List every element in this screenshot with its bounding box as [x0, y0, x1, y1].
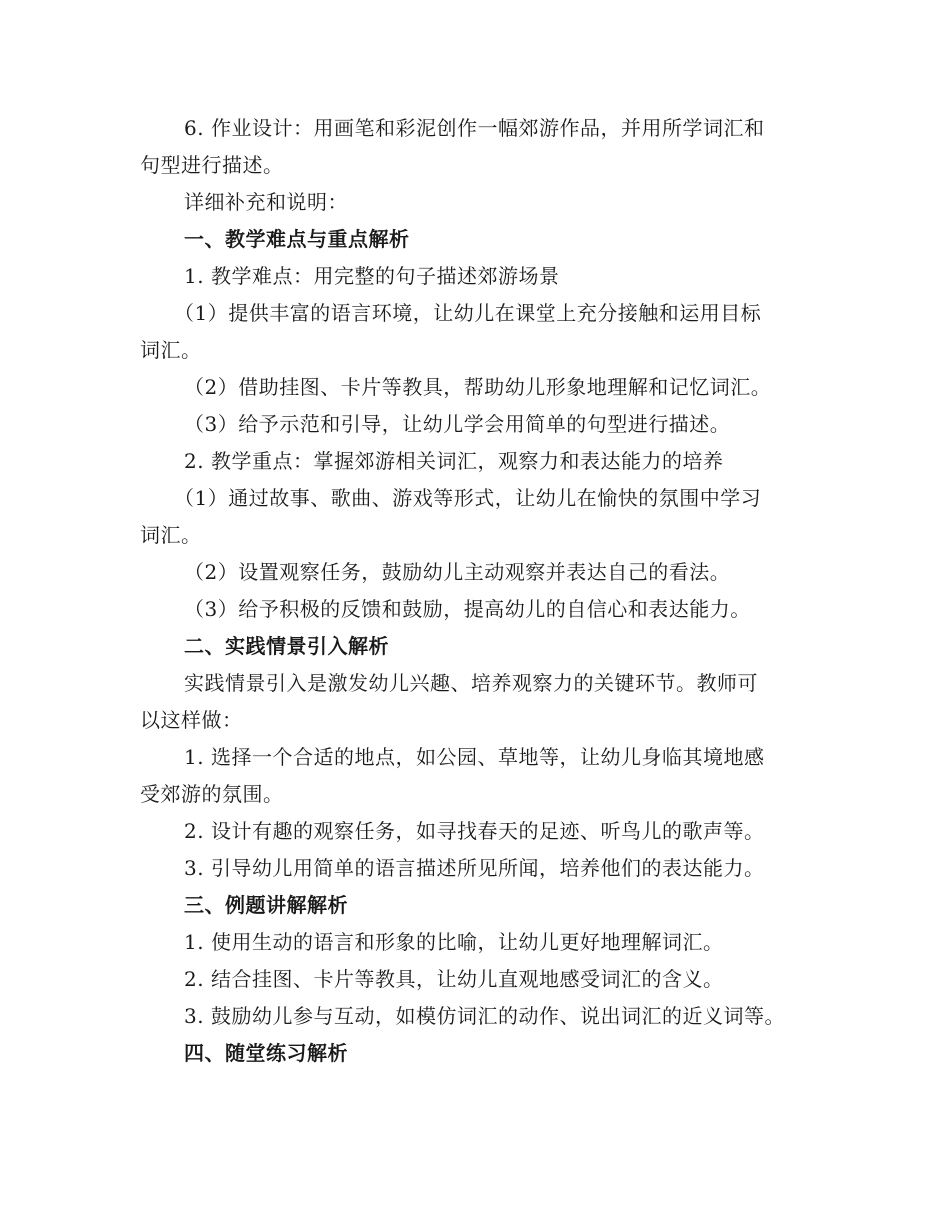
sub-item: （2）设置观察任务，鼓励幼儿主动观察并表达自己的看法。 [184, 560, 731, 584]
paragraph-continuation: 以这样做： [140, 708, 243, 732]
list-item: 1. 使用生动的语言和形象的比喻，让幼儿更好地理解词汇。 [184, 930, 724, 954]
sub-item: （3）给予示范和引导，让幼儿学会用简单的句型进行描述。 [184, 412, 731, 436]
list-item: 3. 引导幼儿用简单的语言描述所见所闻，培养他们的表达能力。 [184, 856, 765, 880]
sub-item: （1）提供丰富的语言环境，让幼儿在课堂上充分接触和运用目标 [174, 301, 762, 325]
paragraph-continuation: 受郊游的氛围。 [140, 782, 284, 806]
paragraph-continuation: 词汇。 [140, 523, 202, 547]
teaching-difficulty-item: 1. 教学难点：用完整的句子描述郊游场景 [184, 264, 560, 288]
sub-item: （3）给予积极的反馈和鼓励，提高幼儿的自信心和表达能力。 [184, 597, 751, 621]
supplement-intro: 详细补充和说明： [184, 190, 348, 214]
paragraph: 实践情景引入是激发幼儿兴趣、培养观察力的关键环节。教师可 [184, 671, 758, 695]
list-item: 2. 结合挂图、卡片等教具，让幼儿直观地感受词汇的含义。 [184, 967, 724, 991]
sub-item: （2）借助挂图、卡片等教具，帮助幼儿形象地理解和记忆词汇。 [184, 375, 772, 399]
list-item: 3. 鼓励幼儿参与互动，如模仿词汇的动作、说出词汇的近义词等。 [184, 1004, 785, 1028]
section-heading-2: 二、实践情景引入解析 [184, 634, 389, 658]
section-heading-4: 四、随堂练习解析 [184, 1041, 348, 1065]
document-body [140, 110, 820, 1072]
section-heading-3: 三、例题讲解解析 [184, 893, 348, 917]
paragraph-continuation: 词汇。 [140, 338, 202, 362]
section-heading-1: 一、教学难点与重点解析 [184, 227, 410, 251]
teaching-focus-item: 2. 教学重点：掌握郊游相关词汇，观察力和表达能力的培养 [184, 449, 724, 473]
homework-design-item: 6. 作业设计：用画笔和彩泥创作一幅郊游作品，并用所学词汇和 [184, 116, 765, 140]
sub-item: （1）通过故事、歌曲、游戏等形式，让幼儿在愉快的氛围中学习 [174, 486, 762, 510]
paragraph-continuation: 句型进行描述。 [140, 153, 284, 177]
list-item: 2. 设计有趣的观察任务，如寻找春天的足迹、听鸟儿的歌声等。 [184, 819, 765, 843]
list-item: 1. 选择一个合适的地点，如公园、草地等，让幼儿身临其境地感 [184, 745, 765, 769]
